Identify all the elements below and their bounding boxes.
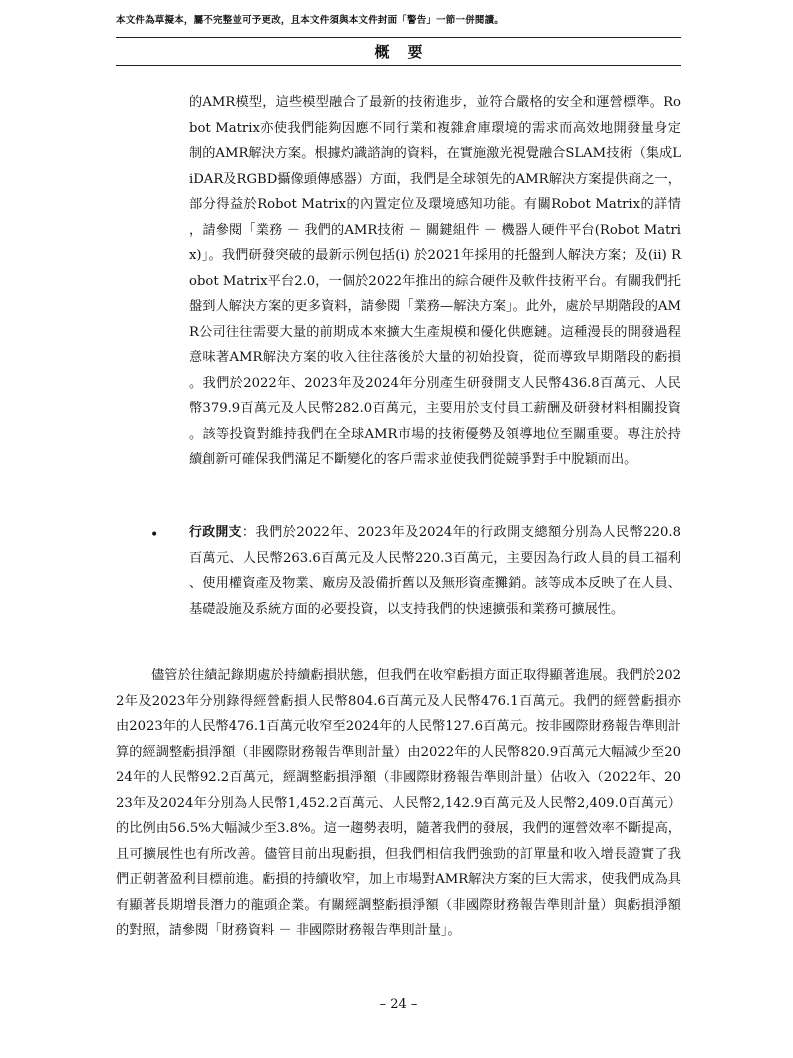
draft-notice: 本文件為草擬本，屬不完整並可予更改，且本文件須與本文件封面「警告」一節一併閱讀。	[116, 15, 505, 26]
paragraph-loss-narrowing: 儘管於往績記錄期處於持續虧損狀態，但我們在收窄虧損方面正取得顯著進展。我們於2022年及2023年分別錄得經營虧損人民幣804.6百萬元及人民幣476.1百萬元。我們的經營虧損亦由2023年的人民幣476.1百萬元收窄至2024年的人民幣127.6百萬元。按非國際財務報告準則計算的經調整虧損淨額（非國際財務報告準則計量）由2022年的人民幣820.9百萬元大幅減少至2024年的人民幣92.2百萬元，經調整虧損淨額（非國際財務報告準則計量）佔收入（2022年、2023年及2024年分別為人民幣1,452.2百萬元、人民幣2,142.9百萬元及人民幣2,409.0百萬元）的比例由56.5%大幅減少至3.8%。這一趨勢表明，隨著我們的發展，我們的運營效率不斷提高，且可擴展性也有所改善。儘管目前出現虧損，但我們相信我們強勁的訂單量和收入增長證實了我們正朝著盈利目標前進。虧損的持續收窄，加上市場對AMR解決方案的巨大需求，使我們成為具有顯著長期增長潛力的龍頭企業。有關經調整虧損淨額（非國際財務報告準則計量）與虧損淨額的對照，請參閱「財務資料 － 非國際財務報告準則計量」。	[116, 668, 681, 938]
page-title: 概要	[374, 43, 441, 61]
bullet-label: 行政開支	[189, 525, 242, 540]
page-number: – 24 –	[379, 997, 418, 1012]
header-rule-bottom	[116, 65, 681, 66]
bullet-admin-expenses	[189, 520, 681, 622]
bullet-text: ：我們於2022年、2023年及2024年的行政開支總額分別為人民幣220.8百萬元、人民幣263.6百萬元及人民幣220.3百萬元，主要因為行政人員的員工福利、使用權資產及物業、廠房及設備折舊以及無形資產攤銷。該等成本反映了在人員、基礎設施及系統方面的必要投資，以支持我們的快速擴張和業務可擴展性。	[189, 525, 682, 617]
header-rule-top	[116, 37, 681, 38]
paragraph-rd-continuation: 的AMR模型，這些模型融合了最新的技術進步，並符合嚴格的安全和運營標準。Robot Matrix亦使我們能夠因應不同行業和複雜倉庫環境的需求而高效地開發量身定制的AMR解決方案。根據灼識諮詢的資料，在實施激光視覺融合SLAM技術（集成LiDAR及RGBD攝像頭傳感器）方面，我們是全球領先的AMR解決方案提供商之一，部分得益於Robot Matrix的內置定位及環境感知功能。有關Robot Matrix的詳情，請參閱「業務 － 我們的AMR技術 － 關鍵組件 － 機器人硬件平台(Robot Matrix)」。我們研發突破的最新示例包括(i) 於2021年採用的托盤到人解決方案；及(ii) Robot Matrix平台2.0，一個於2022年推出的綜合硬件及軟件技術平台。有關我們托盤到人解決方案的更多資料，請參閱「業務—解決方案」。此外，處於早期階段的AMR公司往往需要大量的前期成本來擴大生產規模和優化供應鏈。這種漫長的開發過程意味著AMR解決方案的收入往往落後於大量的初始投資，從而導致早期階段的虧損。我們於2022年、2023年及2024年分別產生研發開支人民幣436.8百萬元、人民幣379.9百萬元及人民幣282.0百萬元，主要用於支付員工薪酬及研發材料相關投資。該等投資對維持我們在全球AMR市場的技術優勢及領導地位至關重要。專注於持續創新可確保我們滿足不斷變化的客戶需求並使我們從競爭對手中脫穎而出。	[189, 95, 681, 467]
bullet-icon: •	[150, 527, 159, 543]
